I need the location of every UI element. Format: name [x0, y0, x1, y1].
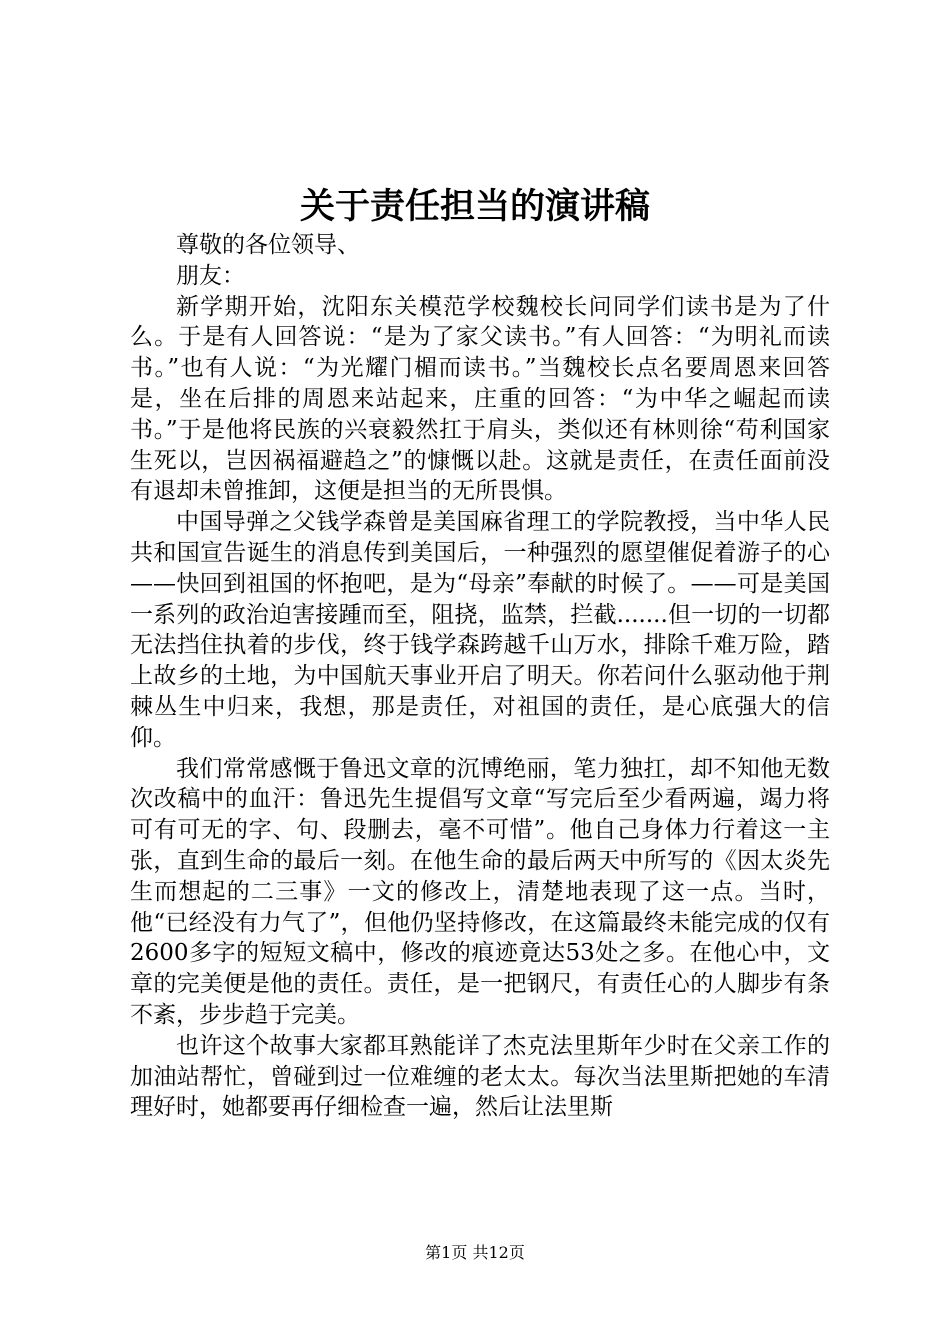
- paragraph-jack-farris: 也许这个故事大家都耳熟能详了杰克法里斯年少时在父亲工作的加油站帮忙，曾碰到过一位难缠的老太太。每次当法里斯把她的车清理好时，她都要再仔细检查一遍，然后让法里斯: [130, 1032, 830, 1121]
- paragraph-zhou-enlai: 新学期开始，沈阳东关模范学校魏校长问同学们读书是为了什么。于是有人回答说：“是为了家父读书。”有人回答：“为明礼而读书。”也有人说：“为光耀门楣而读书。”当魏校长点名要周恩来回答是，坐在后排的周恩来站起来，庄重的回答：“为中华之崛起而读书。”于是他将民族的兴衰毅然扛于肩头，类似还有林则徐“苟利国家生死以，岂因祸福避趋之”的慷慨以赴。这就是责任，在责任面前没有退却未曾推卸，这便是担当的无所畏惧。: [130, 293, 830, 505]
- paragraph-qian-xuesen: 中国导弹之父钱学森曾是美国麻省理工的学院教授，当中华人民共和国宣告诞生的消息传到美国后，一种强烈的愿望催促着游子的心——快回到祖国的怀抱吧，是为“母亲”奉献的时候了。——可是美国一系列的政治迫害接踵而至，阻挠，监禁，拦截.......但一切的一切都无法挡住执着的步伐，终于钱学森跨越千山万水，排除千难万险，踏上故乡的土地，为中国航天事业开启了明天。你若问什么驱动他于荆棘丛生中归来，我想，那是责任，对祖国的责任，是心底强大的信仰。: [130, 509, 830, 751]
- page-footer: [0, 1242, 950, 1264]
- document-title: 关于责任担当的演讲稿: [299, 186, 650, 227]
- paragraph-lu-xun: 我们常常感慨于鲁迅文章的沉博绝丽，笔力独扛，却不知他无数次改稿中的血汗：鲁迅先生提倡写文章“写完后至少看两遍，竭力将可有可无的字、句、段删去，毫不可惜”。他自己身体力行着这一主张，直到生命的最后一刻。在他生命的最后两天中所写的《因太炎先生而想起的二三事》一文的修改上，清楚地表现了这一点。当时，他“已经没有力气了”，但他仍坚持修改，在这篇最终未能完成的仅有2600多字的短短文稿中，修改的痕迹竟达53处之多。在他心中，文章的完美便是他的责任。责任，是一把钢尺，有责任心的人脚步有条不紊，步步趋于完美。: [130, 755, 830, 1028]
- document-body: [130, 230, 830, 1123]
- page-total: 共12页: [472, 1243, 525, 1262]
- page-number: 第1页: [425, 1243, 468, 1262]
- salutation-line-1: 尊敬的各位领导、: [176, 232, 360, 258]
- salutation-line-2: 朋友：: [176, 262, 245, 289]
